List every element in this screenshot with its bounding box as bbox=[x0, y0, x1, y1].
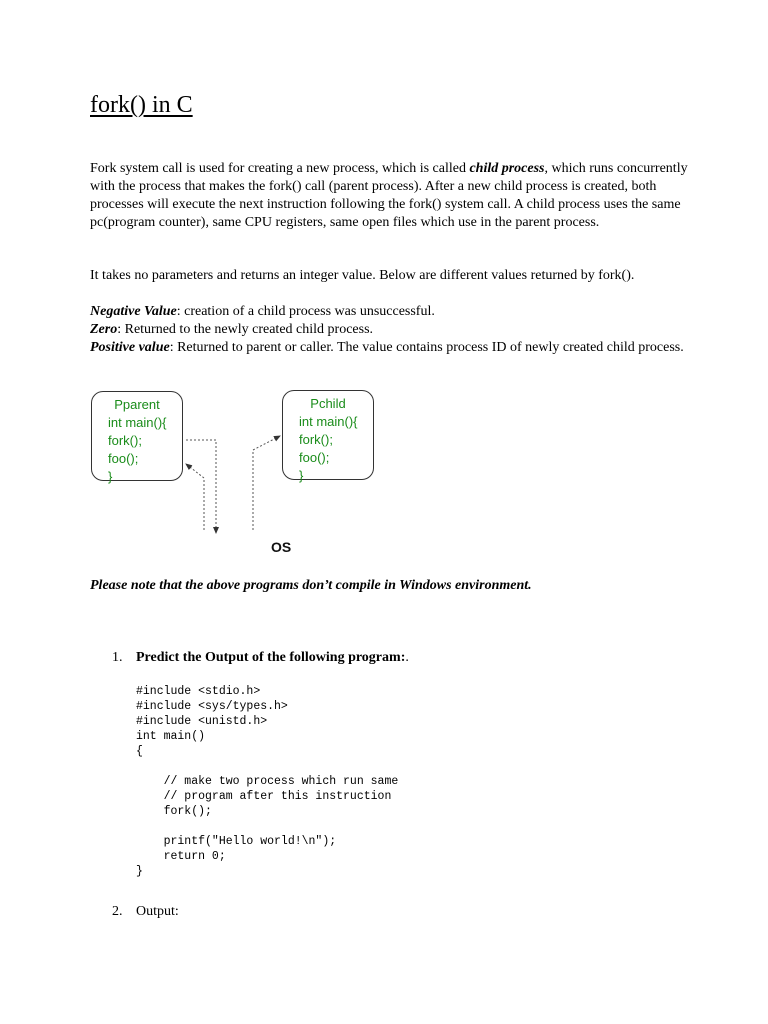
code-line bbox=[136, 819, 398, 834]
return-value-label: Negative Value bbox=[90, 304, 177, 319]
return-value-label: Positive value bbox=[90, 340, 170, 355]
list-text: Predict the Output of the following program: bbox=[136, 650, 406, 665]
intro-paragraph bbox=[90, 160, 690, 232]
list-text: Output: bbox=[136, 904, 179, 919]
code-line: #include <unistd.h> bbox=[136, 715, 268, 728]
params-paragraph: It takes no parameters and returns an integer value. Below are different values returned by fork(). bbox=[90, 268, 635, 283]
arrow-os-to-child bbox=[253, 436, 280, 530]
return-value-text: : Returned to the newly created child process. bbox=[117, 322, 374, 337]
parent-box-line: foo(); bbox=[108, 451, 139, 466]
return-value-label: Zero bbox=[90, 322, 118, 337]
code-line: fork(); bbox=[136, 805, 212, 818]
child-box-line: fork(); bbox=[299, 432, 333, 447]
list-number: 2. bbox=[112, 904, 123, 919]
code-line: // program after this instruction bbox=[136, 790, 392, 803]
windows-note: Please note that the above programs don’t compile in Windows environment. bbox=[90, 578, 532, 593]
parent-box-line: int main(){ bbox=[108, 415, 167, 430]
parent-process-box bbox=[91, 391, 183, 484]
child-box-line: foo(); bbox=[299, 450, 330, 465]
parent-box-line: fork(); bbox=[108, 433, 142, 448]
list-item-predict bbox=[112, 649, 409, 667]
code-line: } bbox=[136, 865, 143, 878]
code-line bbox=[136, 759, 398, 774]
return-value-text: : creation of a child process was unsuccessful. bbox=[176, 304, 435, 319]
code-line: #include <stdio.h> bbox=[136, 685, 261, 698]
parent-box-title: Pparent bbox=[114, 397, 160, 412]
child-box-line: int main(){ bbox=[299, 414, 358, 429]
return-value-zero bbox=[90, 321, 690, 339]
child-process-box bbox=[282, 390, 374, 483]
arrow-os-to-parent bbox=[186, 464, 204, 530]
code-line: printf("Hello world!\n"); bbox=[136, 835, 337, 848]
intro-text-before: Fork system call is used for creating a new process, which is called bbox=[90, 161, 470, 176]
list-trail: . bbox=[405, 650, 409, 665]
child-box-title: Pchild bbox=[310, 396, 346, 411]
arrow-parent-to-os bbox=[186, 440, 216, 533]
code-block bbox=[136, 684, 398, 879]
list-item-output bbox=[112, 903, 179, 921]
list-number: 1. bbox=[112, 650, 123, 665]
return-value-text: : Returned to parent or caller. The value contains process ID of newly created child process. bbox=[169, 340, 684, 355]
intro-text-after: , which runs concurrently with the process that makes the fork() call (parent process). After a new child process is created, both processes will execute the next instruction following the fork() system call. A child process uses the same pc(program counter), same CPU registers, same open files which use in the parent process. bbox=[90, 161, 688, 230]
code-line: #include <sys/types.h> bbox=[136, 700, 288, 713]
return-value-negative bbox=[90, 303, 690, 321]
os-label: OS bbox=[271, 539, 292, 555]
code-line: int main() bbox=[136, 730, 206, 743]
child-box-line: } bbox=[299, 468, 304, 483]
page-title: fork() in C bbox=[90, 92, 193, 118]
code-line: { bbox=[136, 745, 143, 758]
parent-box-line: } bbox=[108, 469, 113, 484]
return-values bbox=[90, 303, 690, 357]
intro-emphasis: child process bbox=[469, 161, 545, 176]
return-value-positive bbox=[90, 339, 690, 357]
code-line: return 0; bbox=[136, 850, 226, 863]
fork-diagram bbox=[90, 388, 390, 563]
code-line: // make two process which run same bbox=[136, 775, 399, 788]
